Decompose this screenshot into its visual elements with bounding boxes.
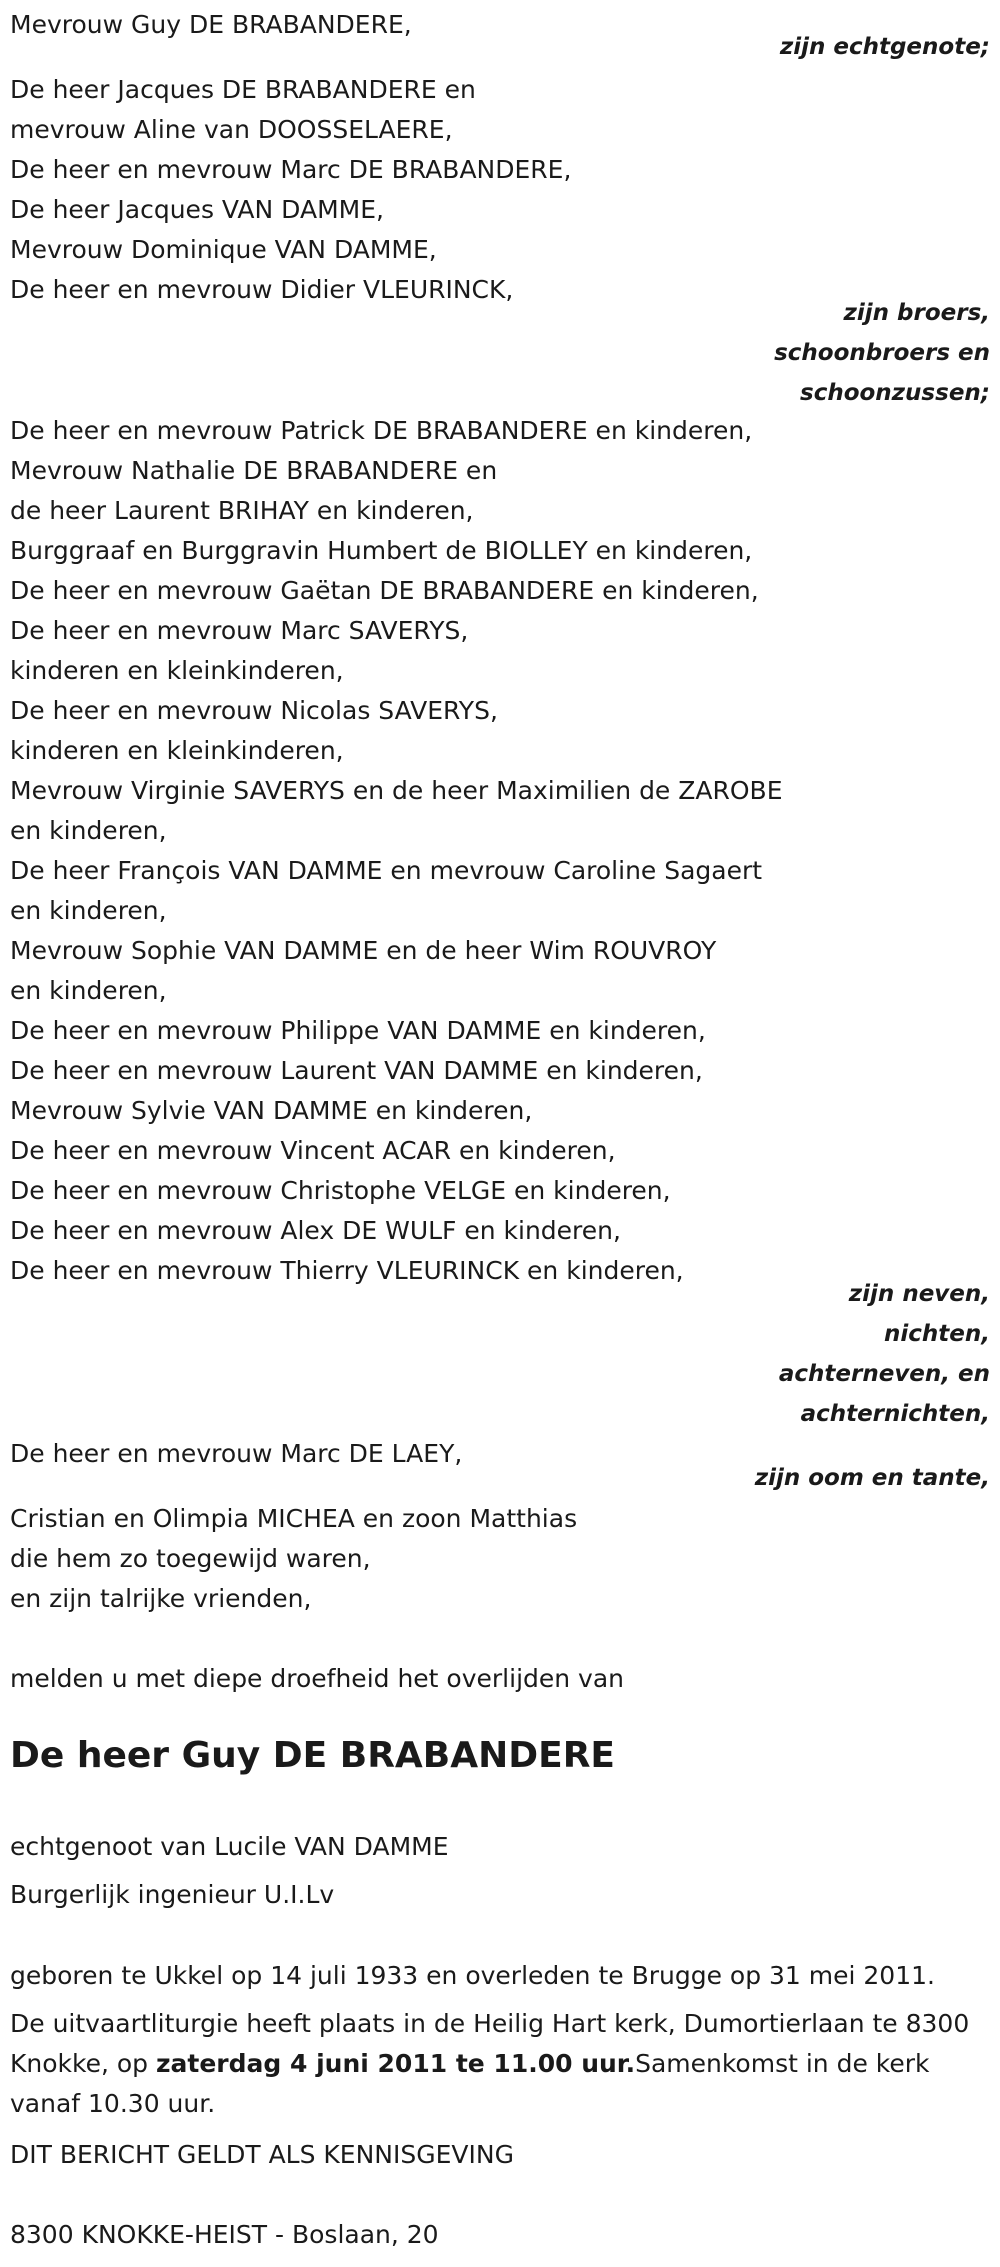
uncle-role: zijn oom en tante,: [754, 1465, 990, 1491]
list-item: Mevrouw Nathalie DE BRABANDERE en: [10, 456, 498, 485]
list-item: en kinderen,: [10, 816, 167, 845]
list-item: De heer en mevrouw Christophe VELGE en kinderen,: [10, 1176, 671, 1205]
list-item: kinderen en kleinkinderen,: [10, 736, 344, 765]
list-item: De heer en mevrouw Nicolas SAVERYS,: [10, 696, 498, 725]
list-item: De heer en mevrouw Marc SAVERYS,: [10, 616, 469, 645]
funeral-text-2: Samenkomst in de kerk vanaf 10.30 uur.: [10, 2049, 930, 2118]
list-item: Mevrouw Virginie SAVERYS en de heer Maximilien de ZAROBE: [10, 776, 783, 805]
role-line: zijn broers,: [843, 300, 990, 326]
list-item: de heer Laurent BRIHAY en kinderen,: [10, 496, 474, 525]
list-item: De heer en mevrouw Gaëtan DE BRABANDERE en kinderen,: [10, 576, 759, 605]
list-item: De heer Jacques VAN DAMME,: [10, 195, 384, 224]
spouse-line: echtgenoot van Lucile VAN DAMME: [10, 1832, 449, 1861]
deceased-name: De heer Guy DE BRABANDERE: [10, 1735, 616, 1776]
role-line: schoonzussen;: [800, 380, 990, 406]
funeral-date: zaterdag 4 juni 2011 te 11.00 uur.: [155, 2049, 636, 2078]
list-item: De heer en mevrouw Laurent VAN DAMME en kinderen,: [10, 1056, 703, 1085]
list-item: Mevrouw Sylvie VAN DAMME en kinderen,: [10, 1096, 533, 1125]
list-item: De heer en mevrouw Marc DE BRABANDERE,: [10, 155, 572, 184]
notice-line: DIT BERICHT GELDT ALS KENNISGEVING: [10, 2140, 514, 2169]
funeral-paragraph: [10, 2004, 990, 2124]
list-item: Mevrouw Dominique VAN DAMME,: [10, 235, 437, 264]
list-item: De heer en mevrouw Philippe VAN DAMME en kinderen,: [10, 1016, 706, 1045]
list-item: en zijn talrijke vrienden,: [10, 1584, 312, 1613]
wife-line: Mevrouw Guy DE BRABANDERE,: [10, 10, 412, 39]
list-item: en kinderen,: [10, 896, 167, 925]
funeral-text-1: De uitvaartliturgie heeft plaats in de Heilig Hart kerk, Dumortierlaan te 8300 Knokke, op: [10, 2009, 970, 2078]
list-item: Burggraaf en Burggravin Humbert de BIOLLEY en kinderen,: [10, 536, 753, 565]
role-line: achternichten,: [800, 1401, 990, 1427]
list-item: De heer en mevrouw Alex DE WULF en kinderen,: [10, 1216, 621, 1245]
address-line: 8300 KNOKKE-HEIST - Boslaan, 20: [10, 2220, 439, 2249]
wife-role: zijn echtgenote;: [779, 34, 990, 60]
list-item: Mevrouw Sophie VAN DAMME en de heer Wim ROUVROY: [10, 936, 717, 965]
list-item: mevrouw Aline van DOOSSELAERE,: [10, 115, 453, 144]
list-item: en kinderen,: [10, 976, 167, 1005]
list-item: De heer en mevrouw Thierry VLEURINCK en kinderen,: [10, 1256, 684, 1285]
list-item: De heer en mevrouw Vincent ACAR en kinderen,: [10, 1136, 616, 1165]
role-line: zijn neven,: [848, 1281, 990, 1307]
list-item: die hem zo toegewijd waren,: [10, 1544, 371, 1573]
profession-line: Burgerlijk ingenieur U.I.Lv: [10, 1880, 335, 1909]
announcement: melden u met diepe droefheid het overlijden van: [10, 1664, 625, 1693]
list-item: De heer François VAN DAMME en mevrouw Caroline Sagaert: [10, 856, 763, 885]
role-line: nichten,: [884, 1321, 990, 1347]
list-item: De heer en mevrouw Patrick DE BRABANDERE en kinderen,: [10, 416, 753, 445]
nephews-role: [779, 1274, 990, 1434]
uncle-line: De heer en mevrouw Marc DE LAEY,: [10, 1439, 463, 1468]
list-item: De heer en mevrouw Didier VLEURINCK,: [10, 275, 514, 304]
siblings-role: [774, 293, 990, 413]
role-line: schoonbroers en: [774, 340, 990, 366]
list-item: Cristian en Olimpia MICHEA en zoon Matthias: [10, 1504, 578, 1533]
role-line: achterneven, en: [778, 1361, 990, 1387]
birth-death-line: geboren te Ukkel op 14 juli 1933 en overleden te Brugge op 31 mei 2011.: [10, 1961, 935, 1990]
list-item: kinderen en kleinkinderen,: [10, 656, 344, 685]
list-item: De heer Jacques DE BRABANDERE en: [10, 75, 476, 104]
